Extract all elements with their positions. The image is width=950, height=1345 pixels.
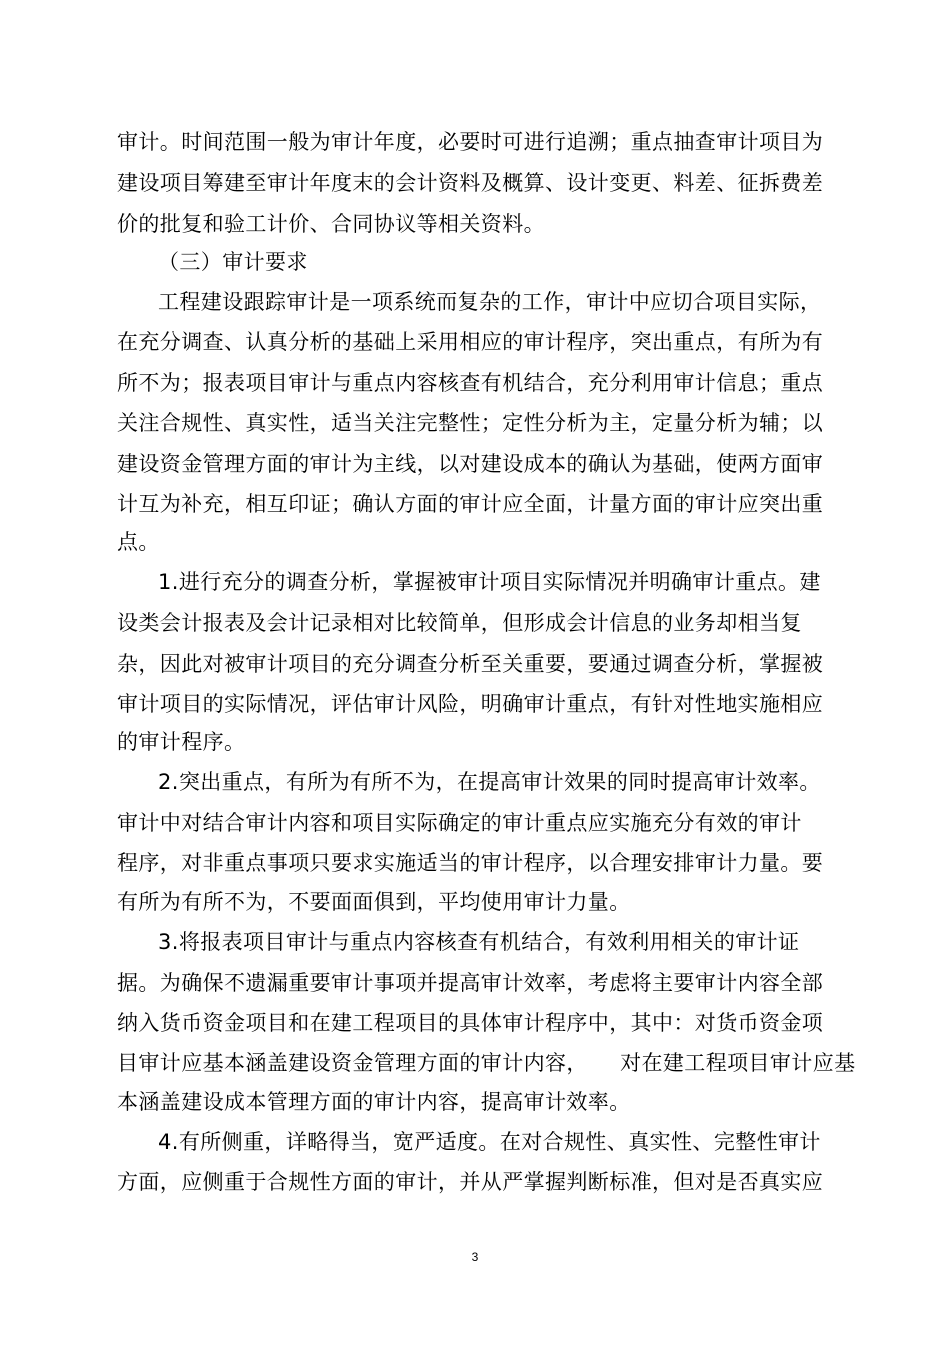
text-line: 1.进行充分的调查分析，掌握被审计项目实际情况并明确审计重点。建	[158, 570, 821, 594]
text-line: 所不为；报表项目审计与重点内容核查有机结合，充分利用审计信息；重点	[117, 371, 824, 395]
text-line: 2.突出重点，有所为有所不为，在提高审计效果的同时提高审计效率。	[158, 770, 821, 794]
text-line: 据。为确保不遗漏重要审计事项并提高审计效率，考虑将主要审计内容全部	[117, 971, 824, 995]
text-line: 方面，应侧重于合规性方面的审计，并从严掌握判断标准，但对是否真实应	[117, 1170, 824, 1194]
text-line: 纳入货币资金项目和在建工程项目的具体审计程序中，其中：对货币资金项	[117, 1011, 824, 1035]
text-line: 程序，对非重点事项只要求实施适当的审计程序，以合理安排审计力量。要	[117, 851, 824, 875]
text-line: 3.将报表项目审计与重点内容核查有机结合，有效利用相关的审计证	[158, 930, 800, 954]
text-line: 计互为补充，相互印证；确认方面的审计应全面，计量方面的审计应突出重	[117, 492, 824, 516]
text-line: 审计中对结合审计内容和项目实际确定的审计重点应实施充分有效的审计	[117, 811, 802, 835]
text-line: 工程建设跟踪审计是一项系统而复杂的工作，审计中应切合项目实际，	[158, 290, 822, 314]
text-line: 目审计应基本涵盖建设资金管理方面的审计内容， 对在建工程项目审计应基	[117, 1051, 856, 1075]
text-line: 审计项目的实际情况，评估审计风险，明确审计重点，有针对性地实施相应	[117, 692, 824, 716]
section-heading: （三）审计要求	[158, 250, 308, 274]
text-line: 点。	[117, 530, 160, 554]
text-line: 审计。时间范围一般为审计年度，必要时可进行追溯；重点抽查审计项目为	[117, 130, 824, 154]
text-line: 杂，因此对被审计项目的充分调查分析至关重要，要通过调查分析，掌握被	[117, 652, 824, 676]
text-line: 建设项目筹建至审计年度末的会计资料及概算、设计变更、料差、征拆费差	[117, 171, 824, 195]
text-line: 本涵盖建设成本管理方面的审计内容，提高审计效率。	[117, 1090, 631, 1114]
text-line: 价的批复和验工计价、合同协议等相关资料。	[117, 212, 545, 236]
text-line: 4.有所侧重，详略得当，宽严适度。在对合规性、真实性、完整性审计	[158, 1130, 821, 1154]
text-line: 设类会计报表及会计记录相对比较简单，但形成会计信息的业务却相当复	[117, 611, 802, 635]
text-line: 的审计程序。	[117, 730, 246, 754]
text-line: 建设资金管理方面的审计为主线，以对建设成本的确认为基础，使两方面审	[117, 452, 824, 476]
text-line: 在充分调查、认真分析的基础上采用相应的审计程序，突出重点，有所为有	[117, 330, 824, 354]
page-number: 3	[471, 1250, 479, 1264]
text-line: 关注合规性、真实性，适当关注完整性；定性分析为主，定量分析为辅；以	[117, 411, 824, 435]
text-line: 有所为有所不为，不要面面俱到，平均使用审计力量。	[117, 890, 631, 914]
